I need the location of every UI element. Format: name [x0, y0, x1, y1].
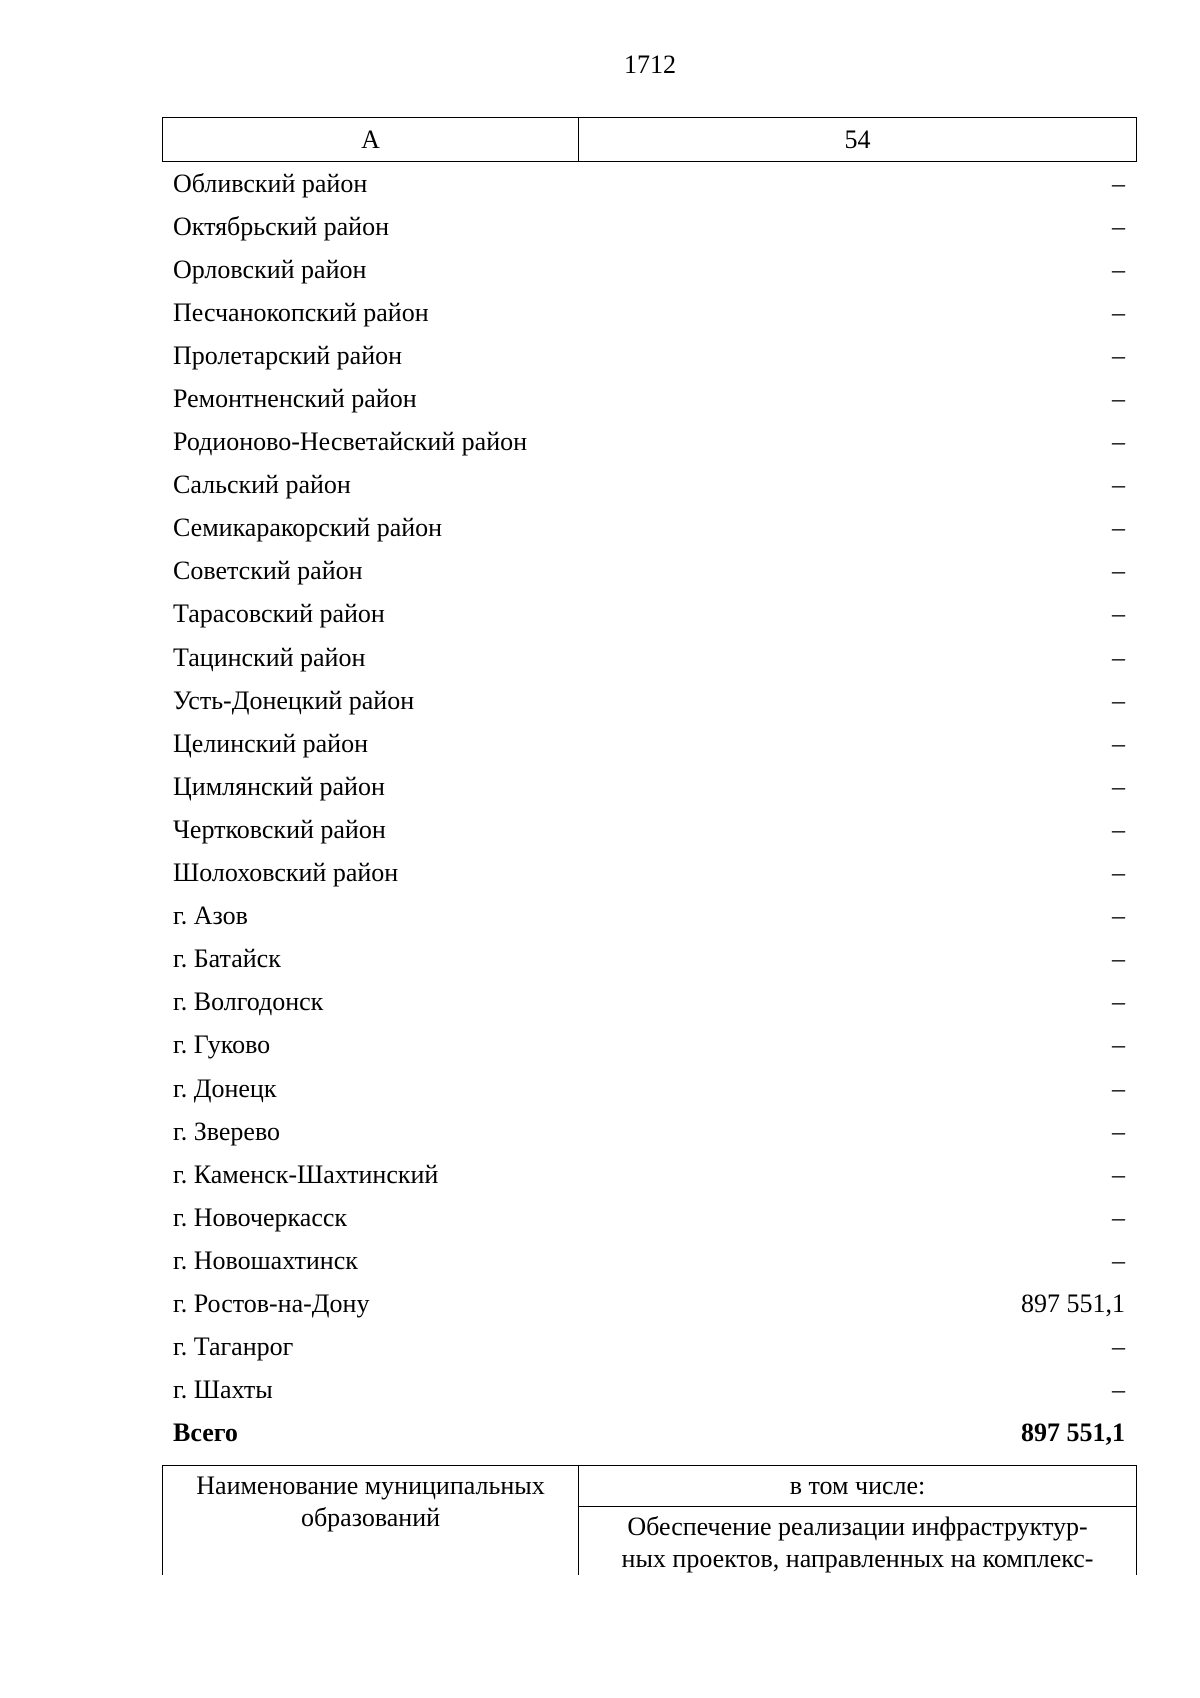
- column-description-line-2: ных проектов, направленных на комплекс-: [621, 1544, 1094, 1573]
- row-value: –: [1112, 728, 1125, 758]
- including-header: в том числе:: [579, 1466, 1136, 1507]
- row-value: –: [1112, 685, 1125, 715]
- municipality-name: г. Батайск: [173, 944, 281, 974]
- row-value: –: [1112, 1332, 1125, 1362]
- municipality-name-header: [163, 1466, 579, 1575]
- row-value: –: [1112, 1030, 1125, 1060]
- table-row: [162, 808, 1137, 851]
- table-row: [162, 1110, 1137, 1153]
- table-row: [162, 421, 1137, 464]
- table-row: [162, 593, 1137, 636]
- municipality-name: Песчанокопский район: [173, 297, 429, 327]
- row-value: –: [1112, 814, 1125, 844]
- table-row: [162, 1067, 1137, 1110]
- continuation-table-header: [162, 1465, 1137, 1575]
- municipality-name: Сальский район: [173, 470, 351, 500]
- municipality-name: Тацинский район: [173, 642, 366, 672]
- table-row: [162, 1282, 1137, 1325]
- municipality-name: Ремонтненский район: [173, 384, 417, 414]
- municipality-name: Родионово-Несветайский район: [173, 427, 528, 457]
- municipality-name: Орловский район: [173, 254, 367, 284]
- including-column: [579, 1466, 1136, 1575]
- row-value: –: [1112, 254, 1125, 284]
- table-row: [162, 938, 1137, 981]
- row-value: 897 551,1: [1021, 1288, 1125, 1318]
- table-row: [162, 1024, 1137, 1067]
- table-row: [162, 377, 1137, 420]
- municipality-name: Октябрьский район: [173, 211, 389, 241]
- table-row: [162, 636, 1137, 679]
- table-row: [162, 679, 1137, 722]
- municipality-name: г. Каменск-Шахтинский: [173, 1159, 439, 1189]
- row-value: –: [1112, 901, 1125, 931]
- header-col-54: 54: [844, 124, 871, 154]
- column-description-line-1: Обеспечение реализации инфраструктур-: [627, 1512, 1088, 1541]
- municipality-name: г. Шахты: [173, 1375, 273, 1405]
- municipality-name: г. Донецк: [173, 1073, 277, 1103]
- total-value: 897 551,1: [1021, 1418, 1125, 1448]
- municipality-name: Советский район: [173, 556, 363, 586]
- row-value: –: [1112, 987, 1125, 1017]
- row-value: –: [1112, 556, 1125, 586]
- table-row: [162, 981, 1137, 1024]
- table-row: [162, 291, 1137, 334]
- table-row: [162, 852, 1137, 895]
- municipality-name: г. Новочеркасск: [173, 1202, 348, 1232]
- page-number: 1712: [624, 50, 676, 79]
- row-value: –: [1112, 771, 1125, 801]
- table-row: [162, 1239, 1137, 1282]
- table-row: [162, 162, 1137, 205]
- municipality-name: Шолоховский район: [173, 858, 399, 888]
- table-row: [162, 722, 1137, 765]
- table-row: [162, 765, 1137, 808]
- row-value: –: [1112, 211, 1125, 241]
- municipality-name: Цимлянский район: [173, 771, 385, 801]
- table-row: [162, 507, 1137, 550]
- header-col-a: А: [163, 118, 579, 161]
- row-value: –: [1112, 642, 1125, 672]
- municipality-name-header-line-1: Наименование муниципальных: [196, 1471, 545, 1500]
- row-value: –: [1112, 427, 1125, 457]
- table-row: [162, 248, 1137, 291]
- row-value: –: [1112, 944, 1125, 974]
- table-row: [162, 1153, 1137, 1196]
- row-value: –: [1112, 599, 1125, 629]
- municipality-name: г. Зверево: [173, 1116, 281, 1146]
- municipality-name: г. Новошахтинск: [173, 1245, 358, 1275]
- row-value: –: [1112, 1116, 1125, 1146]
- row-value: –: [1112, 858, 1125, 888]
- table-header: [162, 117, 1137, 162]
- row-value: –: [1112, 168, 1125, 198]
- municipality-name: Пролетарский район: [173, 340, 403, 370]
- row-value: –: [1112, 1202, 1125, 1232]
- table-row: [162, 550, 1137, 593]
- municipality-name: Семикаракорский район: [173, 513, 443, 543]
- row-value: –: [1112, 384, 1125, 414]
- total-label: Всего: [173, 1418, 238, 1448]
- row-value: –: [1112, 1375, 1125, 1405]
- municipality-name: г. Гуково: [173, 1030, 271, 1060]
- municipality-name: г. Таганрог: [173, 1332, 294, 1362]
- table-row: [162, 205, 1137, 248]
- municipality-name: Целинский район: [173, 728, 368, 758]
- row-value: –: [1112, 340, 1125, 370]
- municipality-name: г. Азов: [173, 901, 248, 931]
- table-row: [162, 895, 1137, 938]
- municipality-name: г. Ростов-на-Дону: [173, 1288, 370, 1318]
- row-value: –: [1112, 470, 1125, 500]
- table-row: [162, 334, 1137, 377]
- municipality-name: Обливский район: [173, 168, 368, 198]
- row-value: –: [1112, 1159, 1125, 1189]
- row-value: –: [1112, 1073, 1125, 1103]
- table-row: [162, 1326, 1137, 1369]
- table-row: [162, 1369, 1137, 1412]
- table-row: [162, 464, 1137, 507]
- municipality-name-header-line-2: образований: [300, 1503, 441, 1532]
- municipality-name: г. Волгодонск: [173, 987, 324, 1017]
- table-body: [162, 162, 1137, 1455]
- municipality-name: Усть-Донецкий район: [173, 685, 415, 715]
- table-row: [162, 1196, 1137, 1239]
- total-row: [162, 1412, 1137, 1455]
- row-value: –: [1112, 297, 1125, 327]
- column-description: [579, 1507, 1136, 1575]
- row-value: –: [1112, 513, 1125, 543]
- municipality-name: Тарасовский район: [173, 599, 385, 629]
- row-value: –: [1112, 1245, 1125, 1275]
- municipality-name: Чертковский район: [173, 814, 386, 844]
